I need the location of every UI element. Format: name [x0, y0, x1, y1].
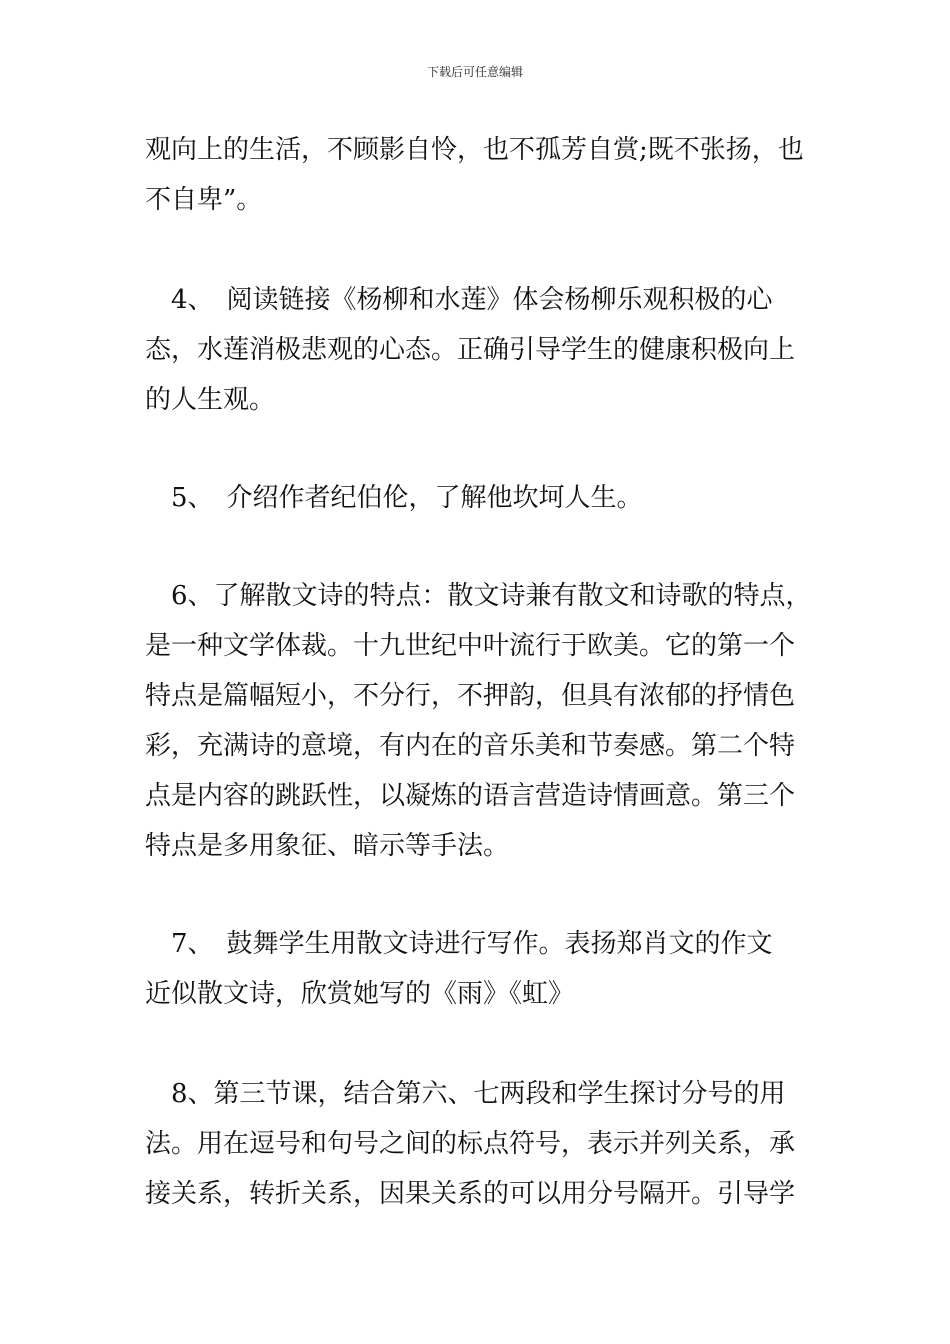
text-line: 5、 介绍作者纪伯伦，了解他坎坷人生。 [145, 483, 643, 513]
text-line: 观向上的生活，不顾影自怜，也不孤芳自赏;既不张扬，也 [145, 135, 804, 165]
text-line: 6、了解散文诗的特点：散文诗兼有散文和诗歌的特点， [145, 581, 812, 611]
text-line: 彩，充满诗的意境，有内在的音乐美和节奏感。第二个特 [145, 731, 796, 761]
text-line: 是一种文学体裁。十九世纪中叶流行于欧美。它的第一个 [145, 631, 796, 661]
page-header: 下载后可任意编辑 [426, 65, 523, 79]
text-line: 特点是篇幅短小，不分行，不押韵，但具有浓郁的抒情色 [145, 681, 796, 711]
text-line: 点是内容的跳跃性，以凝炼的语言营造诗情画意。第三个 [145, 781, 796, 811]
text-line: 8、第三节课，结合第六、七两段和学生探讨分号的用 [145, 1079, 786, 1109]
text-line: 法。用在逗号和句号之间的标点符号，表示并列关系，承 [145, 1129, 796, 1159]
text-line: 4、 阅读链接《杨柳和水莲》体会杨柳乐观积极的心 [145, 285, 773, 315]
text-line: 的人生观。 [145, 385, 276, 415]
text-line: 态，水莲消极悲观的心态。正确引导学生的健康积极向上 [145, 335, 796, 365]
text-line: 接关系，转折关系，因果关系的可以用分号隔开。引导学 [145, 1179, 796, 1209]
text-line: 近似散文诗，欣赏她写的《雨》《虹》 [145, 979, 575, 1009]
text-line: 不自卑”。 [145, 185, 263, 215]
text-line: 7、 鼓舞学生用散文诗进行写作。表扬郑肖文的作文 [145, 929, 773, 959]
text-line: 特点是多用象征、暗示等手法。 [145, 831, 510, 861]
